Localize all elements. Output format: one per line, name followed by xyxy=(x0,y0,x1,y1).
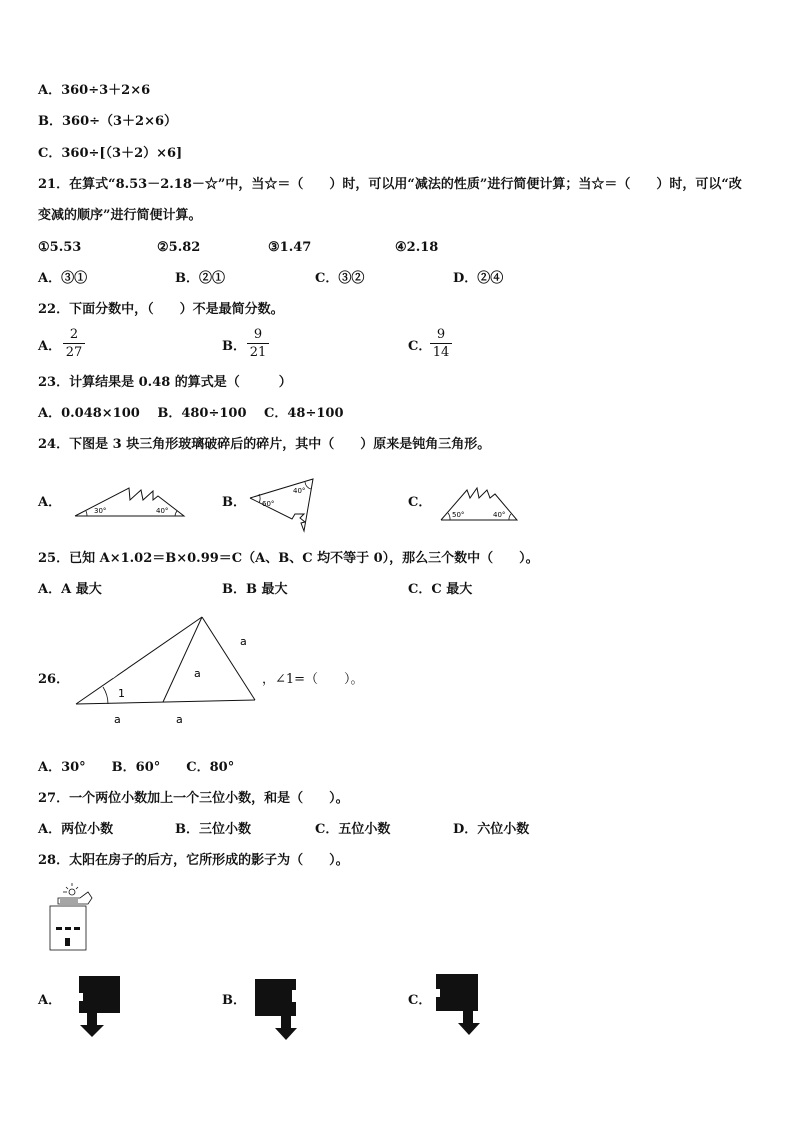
shadow-option-a xyxy=(77,975,123,1039)
q26-triangle-figure xyxy=(74,615,264,735)
shadow-option-b xyxy=(253,978,301,1042)
q22-option-c-fraction xyxy=(430,327,452,360)
q23-stem: 23．计算结果是 0.48 的算式是（ ） xyxy=(38,375,292,390)
q21-stem-line1: 21．在算式“8.53－2.18－☆”中，当☆＝（ ）时，可以用“减法的性质”进行简便计算；当☆＝（ ）时，可以“改 xyxy=(38,177,742,192)
q21-option-d: D．②④ xyxy=(453,271,504,286)
q24-triangle-a xyxy=(75,486,185,520)
q26-number: 26． xyxy=(38,672,70,687)
house-with-sun-image xyxy=(46,882,96,954)
fraction-denominator: 21 xyxy=(249,345,267,360)
q24-c-angle2: 40° xyxy=(493,511,506,519)
q27-option-d: D．六位小数 xyxy=(453,822,530,837)
q22-option-a-label: A． xyxy=(38,339,62,354)
q22-stem: 22．下面分数中，（ ）不是最简分数。 xyxy=(38,302,284,317)
q27-option-c: C．五位小数 xyxy=(315,822,391,837)
fraction-bar xyxy=(63,343,85,344)
q21-choice-1: ①5.53 xyxy=(38,240,82,255)
q22-option-a-fraction xyxy=(63,327,85,360)
q21-option-a: A．③① xyxy=(38,271,88,286)
q24-b-angle1: 60° xyxy=(262,500,275,508)
q28-option-a-label: A． xyxy=(38,993,62,1008)
fraction-numerator: 9 xyxy=(436,327,446,342)
fraction-numerator: 2 xyxy=(69,327,79,342)
q24-b-angle2: 40° xyxy=(293,487,306,495)
q24-option-b-label: B． xyxy=(222,495,246,510)
q28-option-b-label: B． xyxy=(222,993,246,1008)
q26-label-a-right: a xyxy=(240,635,247,648)
q24-option-c-label: C． xyxy=(408,495,432,510)
q26-label-a-bottom-right: a xyxy=(176,713,183,726)
q21-option-b: B．②① xyxy=(175,271,225,286)
q26-label-angle-1: 1 xyxy=(118,687,125,700)
q20-option-a: A．360÷3＋2×6 xyxy=(38,83,151,98)
q26-label-a-mid: a xyxy=(194,667,201,680)
q20-option-c: C．360÷[（3＋2）×6] xyxy=(38,146,183,161)
q26-question-tail: ，∠1=（ ）。 xyxy=(262,672,364,687)
q23-options: A．0.048×100 B．480÷100 C．48÷100 xyxy=(38,406,344,421)
q21-choice-4: ④2.18 xyxy=(395,240,439,255)
q25-option-a: A．A 最大 xyxy=(38,582,102,597)
q25-option-c: C．C 最大 xyxy=(408,582,473,597)
shadow-option-c xyxy=(434,973,482,1037)
q22-option-c-label: C． xyxy=(408,339,432,354)
fraction-bar xyxy=(430,343,452,344)
q24-option-a-label: A． xyxy=(38,495,62,510)
q24-triangle-c xyxy=(440,484,520,524)
q25-stem: 25．已知 A×1.02＝B×0.99＝C（A、B、C 均不等于 0），那么三个数中（ ）。 xyxy=(38,551,539,566)
q24-triangle-b xyxy=(248,478,316,534)
q21-choice-3: ③1.47 xyxy=(268,240,312,255)
q24-c-angle1: 50° xyxy=(452,511,465,519)
fraction-denominator: 14 xyxy=(432,345,450,360)
fraction-numerator: 9 xyxy=(253,327,263,342)
q25-option-b: B．B 最大 xyxy=(222,582,288,597)
q22-option-b-fraction xyxy=(247,327,269,360)
q27-option-b: B．三位小数 xyxy=(175,822,251,837)
q20-option-b: B．360÷（3＋2×6） xyxy=(38,114,178,129)
fraction-denominator: 27 xyxy=(65,345,83,360)
q21-option-c: C．③② xyxy=(315,271,365,286)
q26-label-a-bottom-left: a xyxy=(114,713,121,726)
q24-a-angle2: 40° xyxy=(156,507,169,515)
q24-stem: 24．下图是 3 块三角形玻璃破碎后的碎片，其中（ ）原来是钝角三角形。 xyxy=(38,437,491,452)
q28-stem: 28．太阳在房子的后方，它所形成的影子为（ ）。 xyxy=(38,853,349,868)
q26-options: A．30° B．60° C．80° xyxy=(38,760,235,775)
q28-option-c-label: C． xyxy=(408,993,432,1008)
q27-option-a: A．两位小数 xyxy=(38,822,114,837)
q21-stem-line2: 变减的顺序”进行简便计算。 xyxy=(38,208,202,223)
q22-option-b-label: B． xyxy=(222,339,246,354)
q21-choice-2: ②5.82 xyxy=(157,240,201,255)
q27-stem: 27．一个两位小数加上一个三位小数，和是（ ）。 xyxy=(38,791,349,806)
q24-a-angle1: 30° xyxy=(94,507,107,515)
fraction-bar xyxy=(247,343,269,344)
